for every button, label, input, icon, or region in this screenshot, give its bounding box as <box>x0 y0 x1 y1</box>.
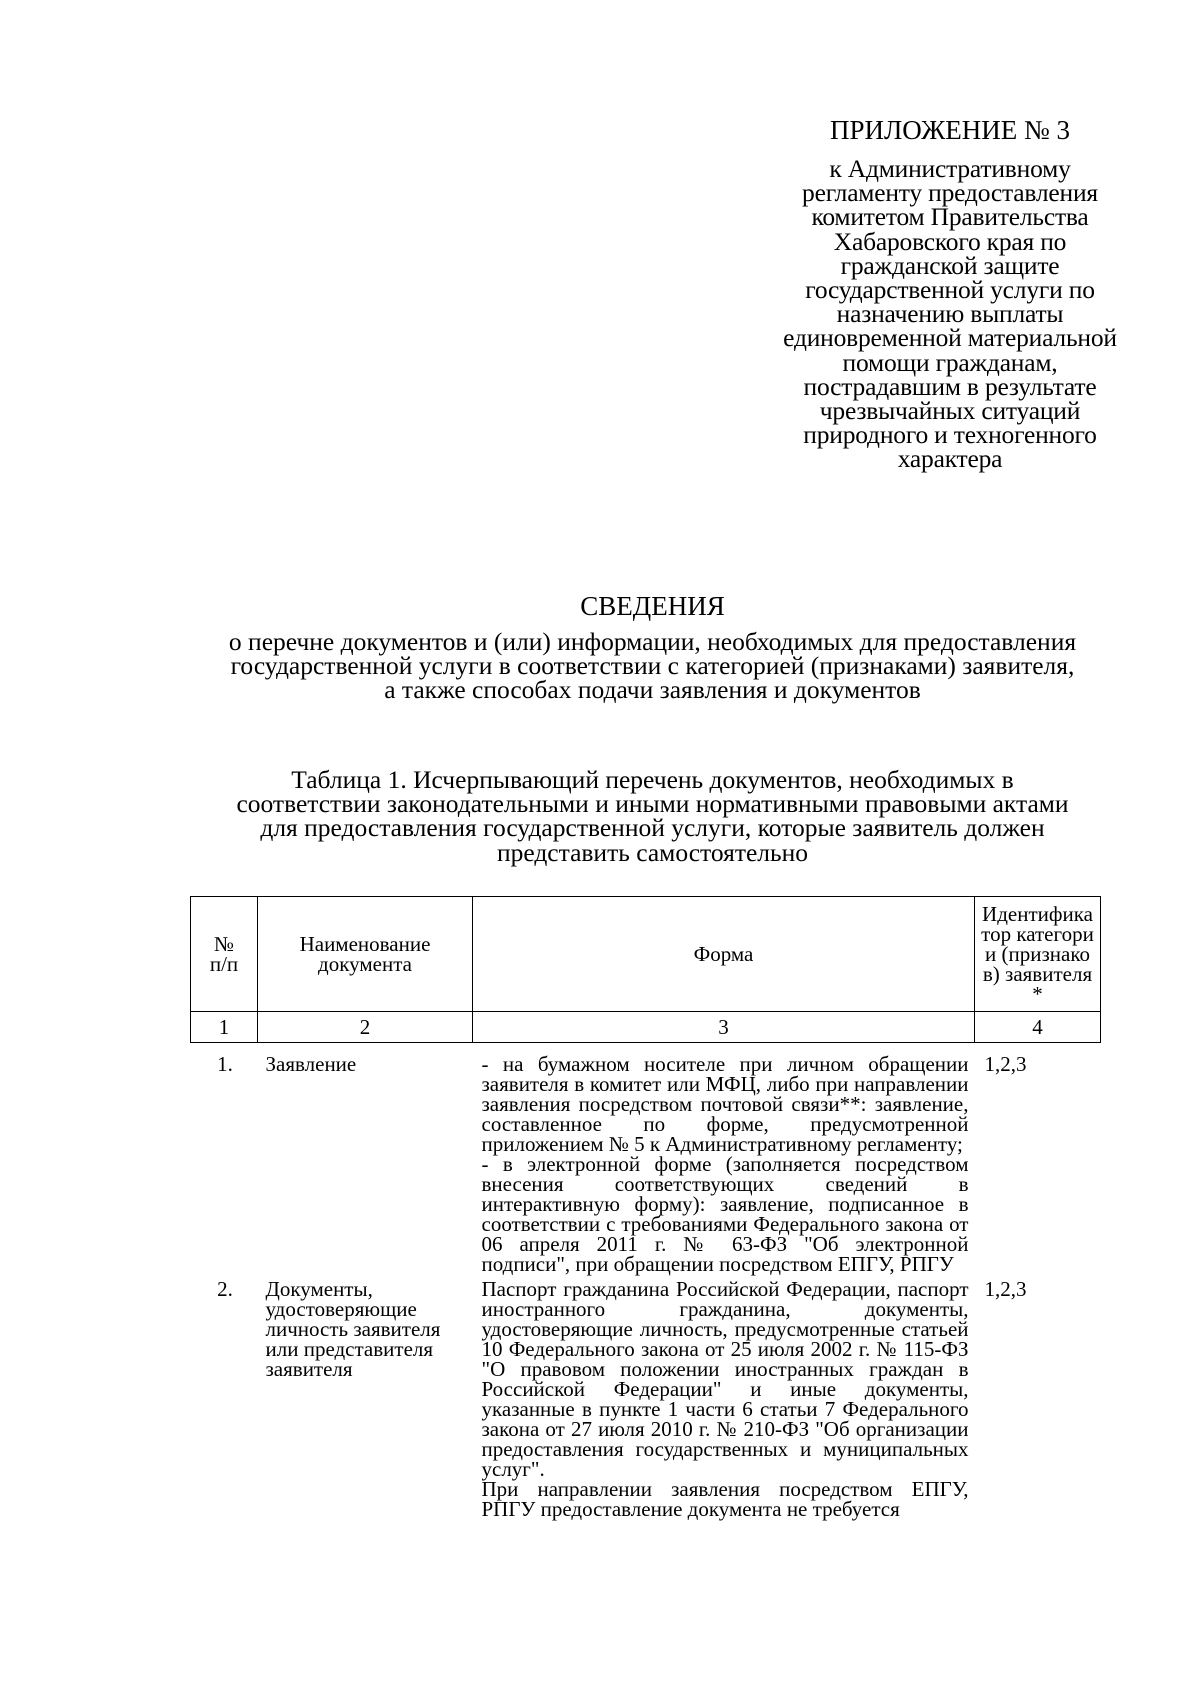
row-number: 2. <box>217 1277 233 1301</box>
form-paragraph: - на бумажном носителе при личном обращении заявителя в комитет или МФЦ, либо при направлении заявления посредством почтовой связи**: заявление, составленное по форме, предусмотренной приложением № 5 к Административному регламенту; <box>481 1052 969 1156</box>
document-title: СВЕДЕНИЯ <box>580 591 725 621</box>
form-paragraph: При направлении заявления посредством ЕПГУ, РПГУ предоставление документа не требуется <box>481 1477 969 1521</box>
document-subtitle: о перечне документов и (или) информации, необходимых для предоставления государственной услуги в соответствии с категорией (признаками) заявителя, а также способах подачи заявления и документов <box>228 627 1077 705</box>
column-header-applicant-category: Идентификатор категории (признаков) заявителя* <box>975 897 1101 1012</box>
row-form <box>473 1054 975 1279</box>
column-header-number: № п/п <box>191 897 258 1012</box>
row-document-name: Документы, удостоверяющие личность заявителя или представителя заявителя <box>265 1277 441 1381</box>
row-form <box>473 1279 975 1519</box>
form-paragraph: Паспорт гражданина Российской Федерации, паспорт иностранного гражданина, документы, удостоверяющие личность, предусмотренные статьей 10 Федерального закона от 25 июля 2002 г. № 115-ФЗ "О правовом положении иностранных граждан в Российской Федерации" и иные документы, указанные в пункте 1 части 6 статьи 7 Федерального закона от 27 июля 2010 г. № 210-ФЗ "Об организации предоставления государственных и муниципальных услуг". <box>481 1277 969 1481</box>
row-applicant-category: 1,2,3 <box>984 1277 1027 1301</box>
annex-block <box>745 113 1155 472</box>
column-number: 1 <box>191 1012 258 1043</box>
annex-title: ПРИЛОЖЕНИЕ № 3 <box>829 115 1071 145</box>
table-row <box>191 1279 1101 1519</box>
documents-table <box>190 896 1101 1519</box>
form-paragraph: - в электронной форме (заполняется посредством внесения соответствующих сведений в интерактивную форму): заявление, подписанное в соответствии с требованиями Федерального закона от 06 апреля 2011 г. № 63-ФЗ "Об электронной подписи", при обращении посредством ЕПГУ, РПГУ <box>481 1152 969 1276</box>
table-column-numbers-row <box>191 1012 1101 1043</box>
table-caption: Таблица 1. Исчерпывающий перечень документов, необходимых в соответствии законодательными и иными нормативными правовыми актами для предоставления государственной услуги, которые заявитель должен представить самостоятельно <box>236 765 1069 867</box>
column-number: 4 <box>975 1012 1101 1043</box>
row-document-name: Заявление <box>265 1052 357 1076</box>
table-row <box>191 1054 1101 1279</box>
table-header-row <box>191 897 1101 1012</box>
row-number: 1. <box>217 1052 233 1076</box>
column-header-document-name: Наименование документа <box>258 897 473 1012</box>
annex-body: к Административному регламенту предоставления комитетом Правительства Хабаровского края по гражданской защите государственной услуги по назначению выплаты единовременной материальной помощи гражданам, пострадавшим в результате чрезвычайных ситуаций природного и техногенного характера <box>783 154 1117 474</box>
row-applicant-category: 1,2,3 <box>984 1052 1027 1076</box>
column-number: 2 <box>258 1012 473 1043</box>
column-number: 3 <box>473 1012 975 1043</box>
column-header-form: Форма <box>473 897 975 1012</box>
